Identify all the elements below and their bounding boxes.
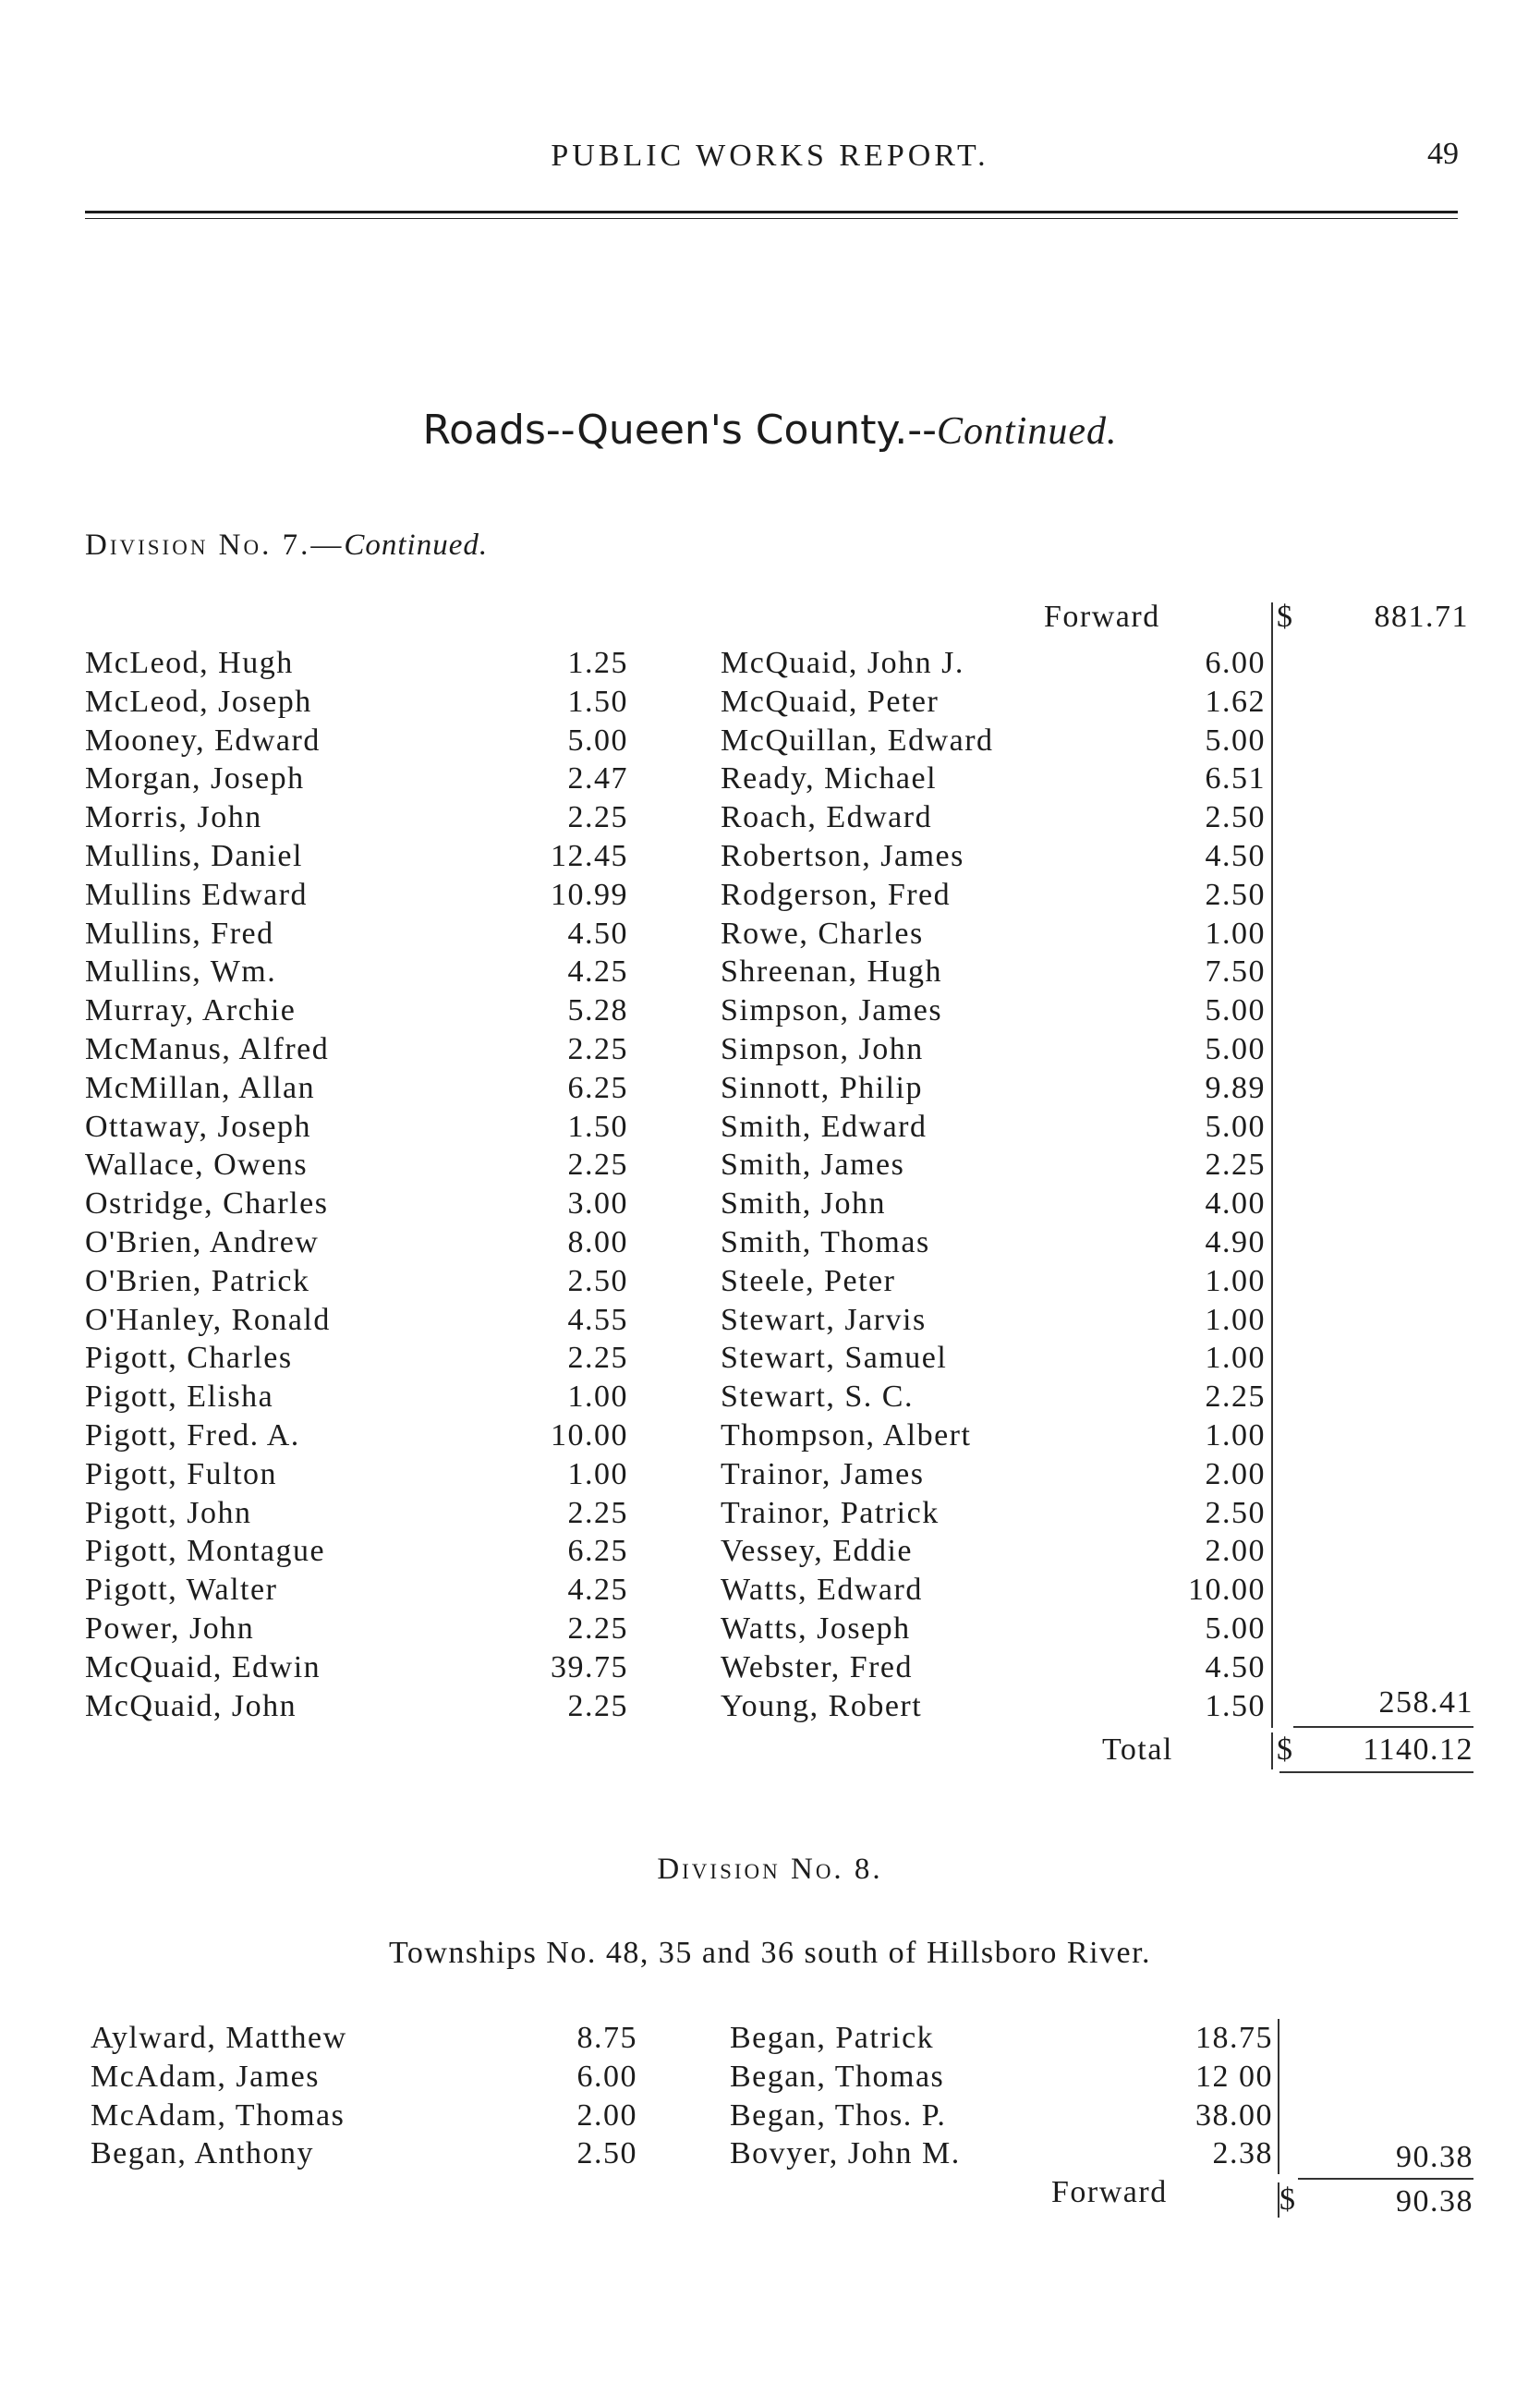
- division-7-entry-right-name: Rowe, Charles: [721, 916, 924, 951]
- division-8-amount-rule: [1278, 2019, 1279, 2174]
- forward-label: Forward: [1044, 600, 1160, 634]
- forward-currency: $: [1277, 600, 1294, 634]
- division-8-entry-right-name: Began, Patrick: [730, 2021, 935, 2055]
- division-7-entry-right-name: Ready, Michael: [721, 761, 938, 796]
- division-7-entry-right-name: Smith, Thomas: [721, 1225, 930, 1259]
- division-7-entry-right-amount: 4.00: [1205, 1186, 1266, 1222]
- division-7-heading-text: Division No. 7.—: [85, 529, 345, 562]
- division-8-entry-left-name: Began, Anthony: [91, 2136, 314, 2171]
- header-rule-thick: [85, 211, 1458, 213]
- division-8-entry-right-name: Began, Thos. P.: [730, 2097, 947, 2133]
- division-7-entry-left-amount: 2.25: [567, 1032, 628, 1066]
- division-7-entry-left-name: McLeod, Joseph: [85, 684, 312, 719]
- division-7-entry-right-name: Stewart, Samuel: [721, 1341, 948, 1376]
- division-7-entry-left-amount: 2.25: [567, 1688, 628, 1723]
- division-7-entry-right-name: Smith, James: [721, 1148, 905, 1183]
- amount-column-rule: [1271, 602, 1273, 1728]
- division-7-entry-left-amount: 1.25: [567, 646, 628, 680]
- division-7-entry-right-amount: 5.00: [1205, 993, 1266, 1028]
- division-7-entry-right-name: Stewart, S. C.: [721, 1380, 914, 1415]
- title-continued: Continued.: [936, 410, 1118, 453]
- division-7-entry-left-name: Pigott, Walter: [85, 1573, 278, 1608]
- division-7-entry-left-amount: 2.50: [567, 1263, 628, 1298]
- division-7-entry-right-amount: 7.50: [1205, 954, 1266, 990]
- subtotal-rule: [1293, 1726, 1473, 1728]
- division-7-entry-right-amount: 2.00: [1205, 1456, 1266, 1491]
- division-8-entry-right-name: Began, Thomas: [730, 2059, 945, 2094]
- division-7-entry-left-name: Mooney, Edward: [85, 723, 321, 758]
- division-7-entry-left-amount: 4.25: [567, 954, 628, 990]
- division-7-entry-right-name: Steele, Peter: [721, 1263, 896, 1298]
- page-title: [0, 407, 1540, 454]
- division-7-entry-left-name: McMillan, Allan: [85, 1070, 316, 1105]
- division-7-entry-right-amount: 2.25: [1205, 1380, 1266, 1415]
- division-8-entry-left-name: McAdam, Thomas: [91, 2097, 346, 2133]
- division-7-entry-left-name: Wallace, Owens: [85, 1148, 309, 1183]
- division-7-entry-right-name: Thompson, Albert: [721, 1418, 972, 1453]
- division-7-entry-left-name: Ottaway, Joseph: [85, 1109, 312, 1144]
- division-7-entry-right-amount: 10.00: [1188, 1573, 1266, 1608]
- division-7-entry-left-name: Murray, Archie: [85, 993, 297, 1028]
- division-7-entry-left-name: O'Brien, Andrew: [85, 1225, 320, 1259]
- division-7-entry-left-amount: 2.25: [567, 1495, 628, 1530]
- division-7-entry-left-amount: 2.25: [567, 1341, 628, 1376]
- division-7-entry-right-amount: 2.25: [1205, 1148, 1266, 1183]
- division-7-entry-right-amount: 6.00: [1205, 646, 1266, 680]
- division-8-forward-amount: 90.38: [1396, 2184, 1473, 2219]
- title-main: Roads--Queen's County.--: [422, 407, 937, 454]
- total-rule: [1279, 1771, 1473, 1773]
- total-label: Total: [1102, 1732, 1173, 1767]
- division-7-entry-left-name: Morris, John: [85, 800, 262, 835]
- division-7-entry-left-amount: 1.50: [567, 684, 628, 719]
- division-8-subheading: Townships No. 48, 35 and 36 south of Hillsboro River.: [388, 1936, 1152, 1970]
- division-7-entry-left-amount: 4.55: [567, 1302, 628, 1337]
- division-8-entry-right-amount: 38.00: [1195, 2097, 1273, 2133]
- division-7-entry-right-name: Trainor, Patrick: [721, 1495, 940, 1530]
- division-7-entry-left-name: Pigott, Fulton: [85, 1456, 278, 1491]
- division-7-entry-right-amount: 4.90: [1205, 1225, 1266, 1259]
- division-7-entry-left-name: Morgan, Joseph: [85, 761, 305, 796]
- division-7-entry-right-name: Roach, Edward: [721, 800, 933, 835]
- total-amount: 1140.12: [1363, 1732, 1473, 1767]
- running-title: PUBLIC WORKS REPORT.: [551, 139, 989, 173]
- division-7-entry-right-name: Rodgerson, Fred: [721, 877, 952, 912]
- division-7-entry-right-name: McQuaid, John J.: [721, 646, 964, 680]
- division-7-entry-left-name: O'Brien, Patrick: [85, 1263, 310, 1298]
- division-7-entry-left-amount: 2.47: [567, 761, 628, 796]
- division-7-heading: [85, 529, 488, 563]
- division-7-subtotal: 258.41: [1378, 1685, 1473, 1720]
- division-7-entry-right-amount: 1.50: [1205, 1688, 1266, 1723]
- division-7-entry-right-amount: 2.50: [1205, 877, 1266, 912]
- division-7-entry-right-amount: 6.51: [1205, 761, 1266, 796]
- division-7-entry-left-amount: 10.00: [551, 1418, 628, 1453]
- division-7-entry-left-name: Pigott, Montague: [85, 1534, 326, 1569]
- division-8-entry-right-amount: 18.75: [1195, 2021, 1273, 2055]
- division-7-entry-left-name: Pigott, Elisha: [85, 1380, 274, 1415]
- division-7-entry-right-amount: 4.50: [1205, 839, 1266, 873]
- division-7-entry-right-amount: 1.00: [1205, 1302, 1266, 1337]
- division-7-entry-right-amount: 1.00: [1205, 916, 1266, 951]
- division-7-entry-right-amount: 5.00: [1205, 1032, 1266, 1066]
- division-7-entry-right-amount: 4.50: [1205, 1649, 1266, 1684]
- division-8-entry-left-amount: 2.00: [576, 2097, 637, 2133]
- division-7-entry-left-amount: 3.00: [567, 1186, 628, 1222]
- division-7-entry-right-name: Simpson, James: [721, 993, 943, 1028]
- forward-amount: 881.71: [1374, 600, 1469, 634]
- division-7-entry-right-name: Watts, Edward: [721, 1573, 923, 1608]
- division-7-entry-left-amount: 5.00: [567, 723, 628, 758]
- division-7-entry-right-amount: 1.00: [1205, 1418, 1266, 1453]
- division-7-entry-right-name: Webster, Fred: [721, 1649, 914, 1684]
- division-7-entry-left-name: Pigott, Fred. A.: [85, 1418, 300, 1453]
- division-7-entry-left-amount: 5.28: [567, 993, 628, 1028]
- division-7-entry-left-name: Mullins Edward: [85, 877, 309, 912]
- division-7-entry-left-name: Ostridge, Charles: [85, 1186, 329, 1222]
- division-7-entry-right-name: Trainor, James: [721, 1456, 925, 1491]
- division-7-entry-left-amount: 2.25: [567, 1148, 628, 1183]
- division-7-entry-left-name: O'Hanley, Ronald: [85, 1302, 331, 1337]
- division-7-entry-right-amount: 1.00: [1205, 1263, 1266, 1298]
- division-7-entry-left-amount: 12.45: [551, 839, 628, 873]
- division-8-entry-right-amount: 12 00: [1195, 2059, 1273, 2094]
- division-8-forward-label: Forward: [1051, 2175, 1168, 2209]
- division-8-entry-left-name: McAdam, James: [91, 2059, 321, 2094]
- division-7-entry-left-name: Pigott, Charles: [85, 1341, 293, 1376]
- division-8-subtotal: 90.38: [1396, 2140, 1473, 2174]
- division-7-entry-left-amount: 6.25: [567, 1070, 628, 1105]
- page-number: 49: [1427, 137, 1459, 171]
- division-8-forward-currency: $: [1279, 2182, 1297, 2217]
- division-7-heading-continued: Continued.: [344, 529, 489, 562]
- division-7-entry-left-name: Mullins, Fred: [85, 916, 274, 951]
- division-7-entry-left-amount: 39.75: [551, 1649, 628, 1684]
- division-7-entry-left-amount: 8.00: [567, 1225, 628, 1259]
- division-7-entry-right-name: Smith, Edward: [721, 1109, 928, 1144]
- total-currency: $: [1277, 1732, 1294, 1767]
- division-8-entry-left-name: Aylward, Matthew: [91, 2021, 347, 2055]
- division-7-entry-right-name: Robertson, James: [721, 839, 964, 873]
- division-7-entry-right-name: Simpson, John: [721, 1032, 924, 1066]
- division-8-entry-right-amount: 2.38: [1212, 2136, 1273, 2171]
- division-7-entry-right-name: Stewart, Jarvis: [721, 1302, 927, 1337]
- division-7-entry-left-amount: 2.25: [567, 1611, 628, 1646]
- division-7-entry-left-amount: 4.50: [567, 916, 628, 951]
- division-7-entry-right-amount: 2.00: [1205, 1534, 1266, 1569]
- division-7-entry-right-name: Young, Robert: [721, 1688, 923, 1723]
- division-7-entry-right-name: Smith, John: [721, 1186, 886, 1222]
- division-7-entry-right-amount: 5.00: [1205, 1109, 1266, 1144]
- division-7-entry-left-amount: 2.25: [567, 800, 628, 835]
- division-7-entry-left-amount: 1.00: [567, 1380, 628, 1415]
- division-7-entry-left-name: McQuaid, Edwin: [85, 1649, 321, 1684]
- division-8-entry-left-amount: 6.00: [576, 2059, 637, 2094]
- division-8-forward-rule: [1278, 2182, 1279, 2218]
- division-7-entry-left-amount: 6.25: [567, 1534, 628, 1569]
- division-7-entry-left-name: Power, John: [85, 1611, 255, 1646]
- division-7-entry-left-amount: 10.99: [551, 877, 628, 912]
- division-7-entry-right-amount: 5.00: [1205, 723, 1266, 758]
- total-currency-rule: [1271, 1732, 1273, 1769]
- division-7-entry-right-name: McQuaid, Peter: [721, 684, 940, 719]
- division-8-entry-left-amount: 2.50: [576, 2136, 637, 2171]
- division-7-entry-left-amount: 4.25: [567, 1573, 628, 1608]
- division-7-entry-right-amount: 5.00: [1205, 1611, 1266, 1646]
- division-7-entry-left-name: Mullins, Wm.: [85, 954, 277, 990]
- division-7-entry-right-amount: 2.50: [1205, 800, 1266, 835]
- division-7-entry-left-name: McQuaid, John: [85, 1688, 297, 1723]
- division-7-entry-right-amount: 2.50: [1205, 1495, 1266, 1530]
- header-rule-thin: [85, 218, 1458, 219]
- division-8-entry-right-name: Bovyer, John M.: [730, 2136, 961, 2171]
- division-7-entry-left-name: Mullins, Daniel: [85, 839, 303, 873]
- division-7-entry-right-name: Sinnott, Philip: [721, 1070, 923, 1105]
- division-8-heading: Division No. 8.: [657, 1853, 883, 1886]
- division-7-entry-left-name: Pigott, John: [85, 1495, 252, 1530]
- division-7-entry-right-name: Shreenan, Hugh: [721, 954, 943, 990]
- division-7-entry-right-name: Watts, Joseph: [721, 1611, 911, 1646]
- division-8-entry-left-amount: 8.75: [576, 2021, 637, 2055]
- division-7-entry-right-amount: 1.62: [1205, 684, 1266, 719]
- division-8-subtotal-rule: [1298, 2178, 1473, 2180]
- division-7-entry-left-amount: 1.50: [567, 1109, 628, 1144]
- division-7-entry-left-name: McLeod, Hugh: [85, 646, 294, 680]
- division-7-entry-left-name: McManus, Alfred: [85, 1032, 330, 1066]
- division-7-entry-right-name: Vessey, Eddie: [721, 1534, 914, 1569]
- division-7-entry-right-amount: 9.89: [1205, 1070, 1266, 1105]
- division-7-entry-right-amount: 1.00: [1205, 1341, 1266, 1376]
- division-7-entry-right-name: McQuillan, Edward: [721, 723, 994, 758]
- division-7-entry-left-amount: 1.00: [567, 1456, 628, 1491]
